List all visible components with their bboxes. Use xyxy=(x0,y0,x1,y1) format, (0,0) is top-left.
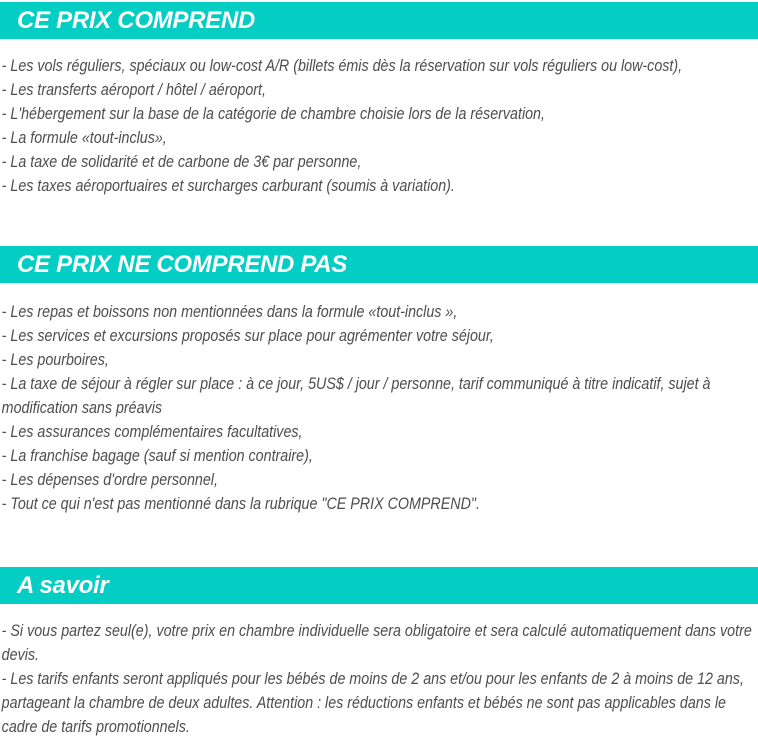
list-item: - Les transferts aéroport / hôtel / aéroport, xyxy=(1,80,267,99)
good-to-know-list xyxy=(0,604,756,755)
list-item: - La franchise bagage (sauf si mention contraire), xyxy=(1,446,313,465)
section-title: CE PRIX NE COMPREND PAS xyxy=(17,251,348,278)
section-title: A savoir xyxy=(17,572,109,599)
list-item: - La taxe de séjour à régler sur place : à ce jour, 5US$ / jour / personne, tarif communiqué à titre indicatif, sujet à modification sans préavis xyxy=(1,374,711,417)
section-header-price-excludes xyxy=(0,246,758,283)
list-item: - Les assurances complémentaires facultatives, xyxy=(1,422,303,441)
list-item: - L'hébergement sur la base de la catégorie de chambre choisie lors de la réservation, xyxy=(1,104,545,123)
price-includes-list xyxy=(0,39,756,246)
section-header-price-includes xyxy=(0,2,758,39)
list-item: - Les vols réguliers, spéciaux ou low-cost A/R (billets émis dès la réservation sur vols réguliers ou low-cost), xyxy=(1,56,683,75)
list-item: - La taxe de solidarité et de carbone de 3€ par personne, xyxy=(1,152,362,171)
section-good-to-know xyxy=(0,567,758,755)
list-item: - Si vous partez seul(e), votre prix en chambre individuelle sera obligatoire et sera calculé automatiquement dans votre devis. xyxy=(1,621,752,664)
list-item: - Les repas et boissons non mentionnées dans la formule «tout-inclus », xyxy=(1,302,458,321)
list-item: - Les dépenses d'ordre personnel, xyxy=(1,470,218,489)
list-item: - La formule «tout-inclus», xyxy=(1,128,167,147)
price-excludes-list xyxy=(0,283,756,567)
section-header-good-to-know xyxy=(0,567,758,604)
list-item: - Les tarifs enfants seront appliqués pour les bébés de moins de 2 ans et/ou pour les enfants de 2 à moins de 12 ans, partageant la chambre de deux adultes. Attention : les réductions enfants et bébés ne sont pas applicables dans le cadre de tarifs promotionnels. xyxy=(1,669,744,736)
section-price-includes xyxy=(0,2,758,246)
list-item: - Les services et excursions proposés sur place pour agrémenter votre séjour, xyxy=(1,326,494,345)
section-title: CE PRIX COMPREND xyxy=(17,7,255,34)
list-item: - Tout ce qui n'est pas mentionné dans la rubrique "CE PRIX COMPREND". xyxy=(1,494,480,513)
section-price-excludes xyxy=(0,246,758,567)
list-item: - Les pourboires, xyxy=(1,350,109,369)
list-item: - Les taxes aéroportuaires et surcharges carburant (soumis à variation). xyxy=(1,176,455,195)
